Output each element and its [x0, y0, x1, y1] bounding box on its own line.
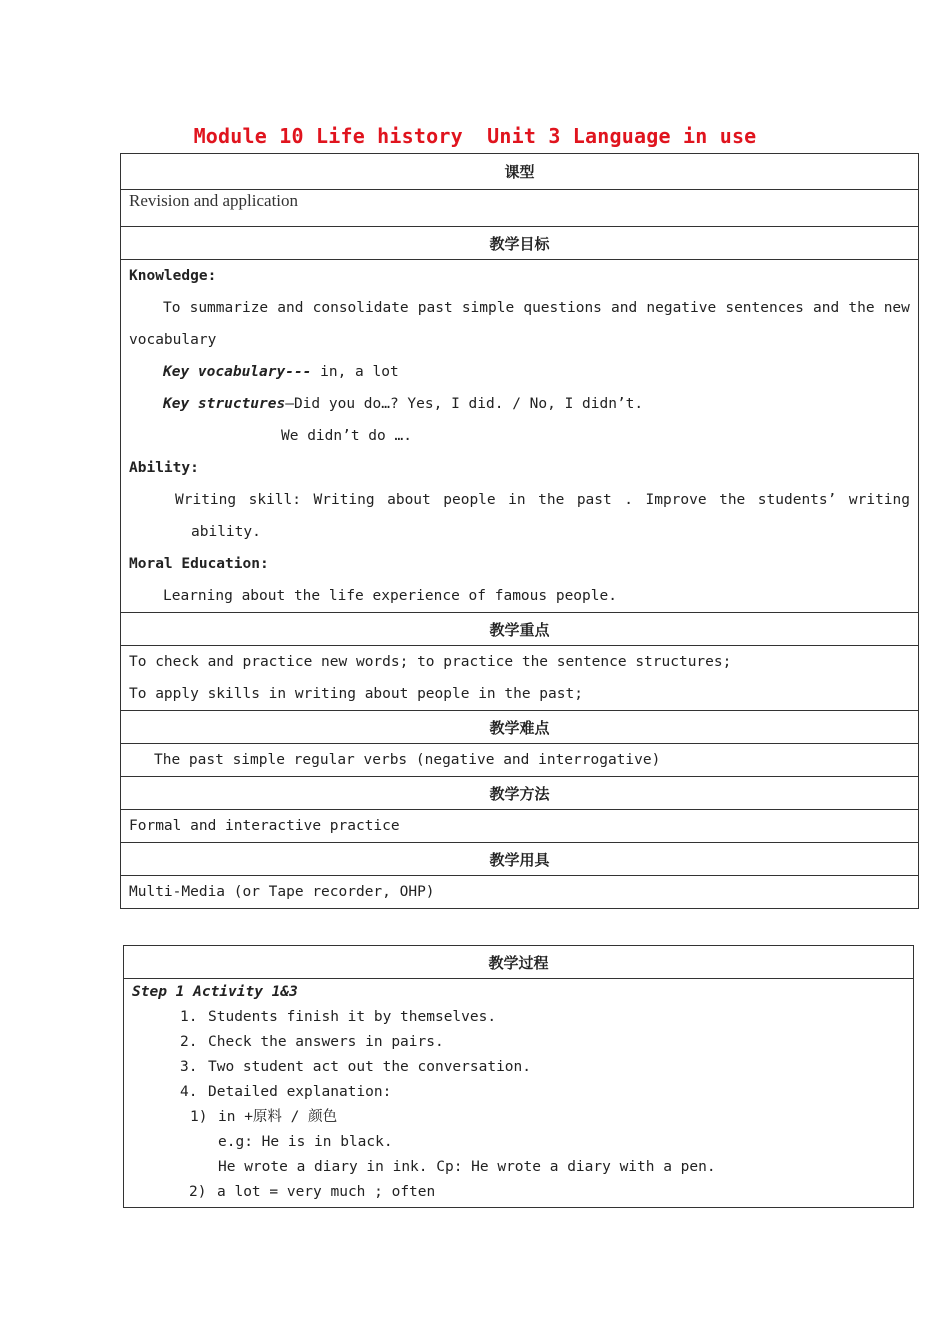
step-1-item — [132, 1080, 905, 1105]
step-1-list — [132, 1005, 905, 1105]
word: skill: — [248, 492, 301, 508]
key-structures-label: Key structures — [163, 396, 286, 412]
word: the — [538, 492, 565, 508]
word: past — [576, 492, 612, 508]
word: in — [508, 492, 526, 508]
objectives-heading: 教学目标 — [121, 227, 919, 260]
word: about — [387, 492, 431, 508]
word: past — [417, 300, 453, 316]
key-vocabulary-value: in, a lot — [311, 364, 399, 380]
step-1-item-number: 1. — [180, 1009, 198, 1025]
sub-item-1-example-2: He wrote a diary in ink. Cp: He wrote a diary with a pen. — [218, 1159, 716, 1175]
word: Improve — [645, 492, 707, 508]
sub-item-2-number: 2) — [189, 1184, 207, 1200]
step-1-heading: Step 1 Activity 1&3 — [132, 984, 298, 1000]
word: simple — [461, 300, 515, 316]
step-1-item-number: 4. — [180, 1084, 198, 1100]
step-1-item-number: 3. — [180, 1059, 198, 1075]
unit-title: Unit 3 Language in use — [487, 124, 757, 148]
tools-line-1: Multi-Media (or Tape recorder, OHP) — [129, 884, 435, 900]
sub-item-1 — [132, 1105, 905, 1130]
word: and — [611, 300, 638, 316]
word: To — [163, 300, 181, 316]
sub-item-1-example-1: e.g: He is in black. — [218, 1134, 393, 1150]
sub-item-1-text: in +原料 / 颜色 — [218, 1109, 338, 1125]
ability-line-2: ability. — [191, 524, 261, 540]
ability-label: Ability: — [129, 460, 199, 476]
tools-heading: 教学用具 — [121, 843, 919, 876]
key-structures-value: —Did you do…? Yes, I did. / No, I didn’t. — [285, 396, 644, 412]
word: . — [624, 492, 633, 508]
step-1-item — [132, 1005, 905, 1030]
key-points-cell — [121, 646, 919, 711]
key-vocabulary — [129, 356, 910, 388]
knowledge-line-2: vocabulary — [129, 332, 217, 348]
word: sentences — [725, 300, 804, 316]
teaching-process-table — [123, 945, 914, 1208]
step-1-item-text: Two student act out the conversation. — [208, 1059, 532, 1075]
ability-line-1 — [129, 484, 910, 516]
sub-item-2 — [132, 1180, 905, 1205]
word: students’ — [757, 492, 837, 508]
word: and — [277, 300, 304, 316]
word: and — [813, 300, 840, 316]
key-points-line-2: To apply skills in writing about people in the past; — [129, 686, 583, 702]
process-cell — [124, 979, 914, 1208]
word: questions — [523, 300, 602, 316]
tools-cell — [121, 876, 919, 909]
word: Writing — [313, 492, 375, 508]
knowledge-line-1 — [129, 292, 910, 324]
key-points-heading: 教学重点 — [121, 613, 919, 646]
step-1-item-text: Detailed explanation: — [208, 1084, 392, 1100]
process-heading: 教学过程 — [124, 946, 914, 979]
sub-item-1-number: 1) — [190, 1109, 208, 1125]
methods-heading: 教学方法 — [121, 777, 919, 810]
word: people — [443, 492, 496, 508]
word: summarize — [189, 300, 269, 316]
step-1-item-text: Check the answers in pairs. — [208, 1034, 444, 1050]
word: negative — [646, 300, 717, 316]
key-structures — [129, 388, 910, 420]
key-vocabulary-label: Key vocabulary--- — [163, 364, 312, 380]
step-1-item-text: Students finish it by themselves. — [208, 1009, 497, 1025]
methods-line-1: Formal and interactive practice — [129, 818, 400, 834]
word: consolidate — [312, 300, 409, 316]
lesson-type-cell — [121, 190, 919, 227]
key-points-line-1: To check and practice new words; to practice the sentence structures; — [129, 654, 732, 670]
objectives-cell — [121, 260, 919, 613]
lesson-plan-table — [120, 153, 919, 909]
word: new — [883, 300, 910, 316]
difficulties-heading: 教学难点 — [121, 711, 919, 744]
word: writing — [848, 492, 910, 508]
key-structures-line-2: We didn’t do …. — [281, 428, 412, 444]
word: the — [848, 300, 875, 316]
word: Writing — [175, 492, 237, 508]
sub-item-2-text: a lot = very much ; often — [217, 1184, 436, 1200]
step-1-item — [132, 1030, 905, 1055]
document-title — [0, 124, 950, 148]
difficulties-cell — [121, 744, 919, 777]
methods-cell — [121, 810, 919, 843]
step-1-item — [132, 1055, 905, 1080]
moral-value: Learning about the life experience of famous people. — [163, 588, 617, 604]
module-title: Module 10 Life history — [193, 124, 463, 148]
step-1-item-number: 2. — [180, 1034, 198, 1050]
knowledge-label: Knowledge: — [129, 268, 217, 284]
moral-label: Moral Education: — [129, 556, 269, 572]
difficulties-line-1: The past simple regular verbs (negative and interrogative) — [154, 752, 661, 768]
lesson-type-value: Revision and application — [129, 191, 299, 210]
word: the — [719, 492, 746, 508]
lesson-type-heading: 课型 — [121, 154, 919, 190]
